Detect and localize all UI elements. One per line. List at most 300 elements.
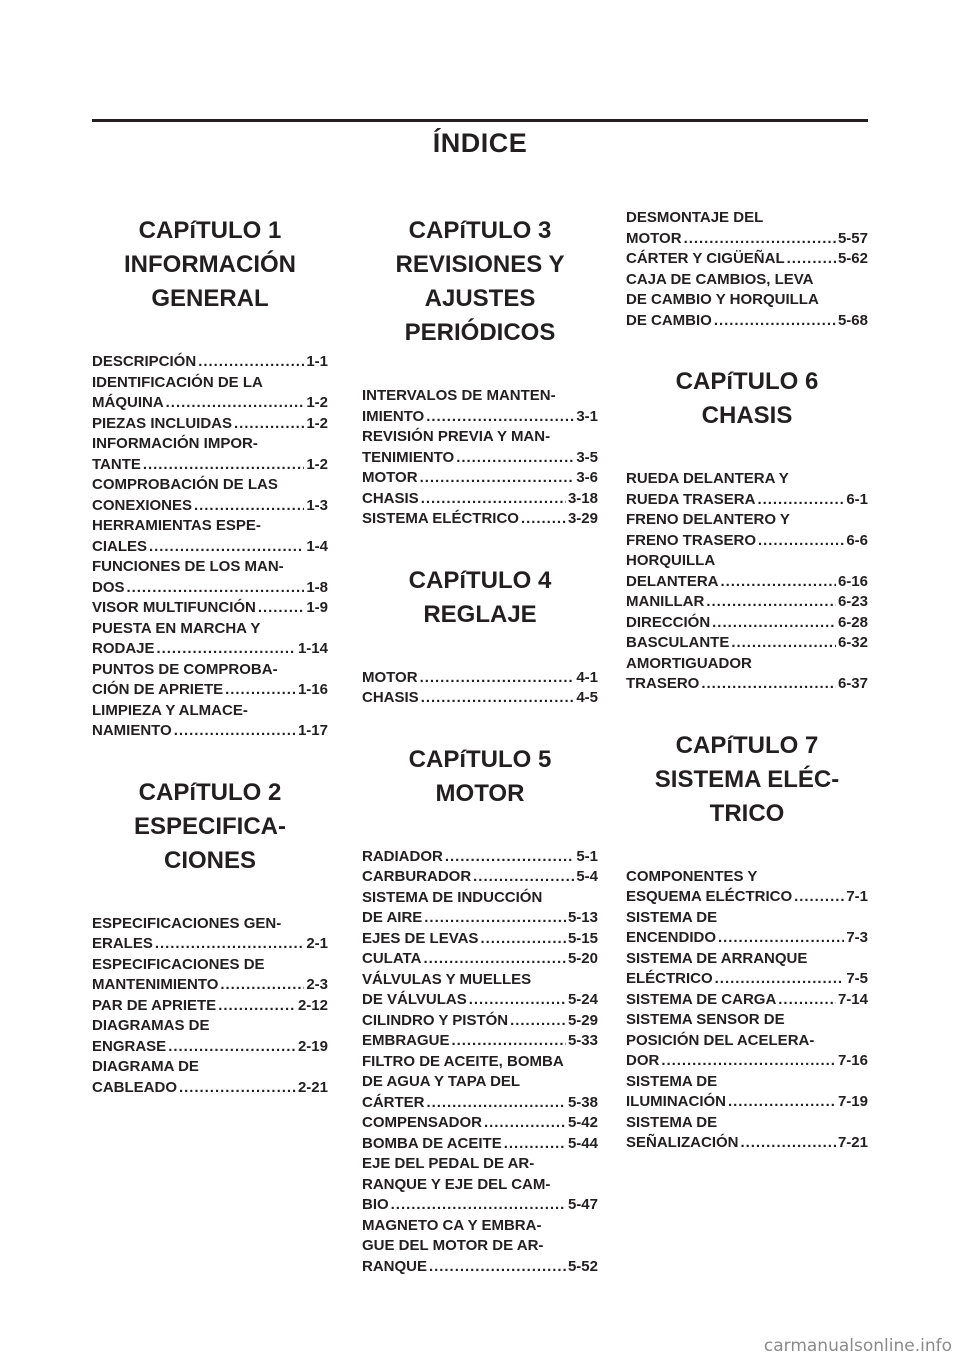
toc-entry-title: MANILLAR (626, 593, 705, 610)
toc-entry-leader-line (92, 578, 328, 599)
toc-entry-line: PUESTA EN MARCHA Y (92, 619, 261, 637)
toc-entry-leader-line (626, 1092, 868, 1113)
top-rule (92, 119, 868, 122)
toc-entry-line: SISTEMA SENSOR DE (626, 1011, 785, 1028)
toc-entry[interactable] (626, 1113, 868, 1154)
toc-entry-leader-line (92, 496, 328, 517)
toc-entry-line: GUE DEL MOTOR DE AR- (362, 1237, 544, 1254)
chapter-entries (92, 914, 328, 1099)
toc-entry-leader-line (362, 1134, 598, 1155)
dot-leader (469, 990, 566, 1011)
toc-entry-page: 5-62 (837, 250, 868, 267)
toc-entry-line: DIAGRAMAS DE (92, 1017, 210, 1034)
toc-entry-line: DE AGUA Y TAPA DEL (362, 1073, 521, 1090)
toc-column-3 (626, 208, 868, 1188)
toc-entry[interactable] (626, 990, 868, 1011)
toc-entry[interactable] (362, 949, 598, 970)
dot-leader (757, 490, 844, 511)
toc-entry-page: 6-16 (837, 572, 868, 590)
toc-entry-title: CONEXIONES (92, 496, 193, 514)
toc-entry-page: 1-17 (297, 722, 328, 739)
toc-entry-page: 1-1 (306, 353, 328, 370)
toc-entry[interactable] (362, 1134, 598, 1155)
toc-entry-page: 7-14 (837, 990, 868, 1008)
toc-entry[interactable] (362, 929, 598, 950)
toc-entry-leader-line (626, 531, 868, 552)
toc-entry[interactable] (626, 949, 868, 990)
toc-entry-title: COMPENSADOR (362, 1114, 483, 1131)
toc-entry-line: SISTEMA DE INDUCCIÓN (362, 888, 543, 906)
toc-entry-page: 7-5 (846, 970, 868, 987)
dot-leader (718, 928, 844, 949)
chapter-title-line: CAPíTULO 5 (408, 745, 552, 773)
toc-entry-line: SISTEMA DE (626, 1072, 718, 1090)
toc-entry-line: HERRAMIENTAS ESPE- (92, 517, 261, 534)
toc-entry-leader-line (92, 996, 328, 1017)
toc-entry-title: EJES DE LEVAS (362, 929, 479, 947)
toc-entry[interactable] (92, 619, 328, 660)
dot-leader (778, 990, 836, 1011)
dot-leader (473, 867, 574, 888)
toc-entry-page: 4-5 (576, 689, 598, 706)
toc-entry-title: RODAJE (92, 640, 155, 657)
dot-leader (787, 249, 836, 270)
dot-leader (391, 1195, 566, 1216)
dot-leader (521, 509, 566, 530)
toc-entry-leader-line (92, 639, 328, 660)
toc-entry-title: DOR (626, 1052, 660, 1069)
chapter-title-line: AJUSTES (424, 285, 536, 312)
toc-entry[interactable] (362, 1052, 598, 1114)
toc-entry-page: 3-5 (576, 448, 598, 466)
chapter-title-line: GENERAL (151, 285, 269, 312)
toc-entry-leader-line (626, 592, 868, 613)
chapter-title-line: TRICO (709, 799, 785, 827)
dot-leader (445, 847, 574, 868)
toc-entry-title: BOMBA DE ACEITE (362, 1134, 502, 1152)
toc-entry-leader-line (626, 1051, 868, 1072)
toc-entry[interactable] (92, 352, 328, 373)
dot-leader (143, 455, 304, 476)
toc-entry-page: 6-1 (846, 490, 868, 508)
toc-entry[interactable] (362, 847, 598, 868)
toc-entry-line: ESPECIFICACIONES DE (92, 955, 265, 973)
toc-entry-page: 5-24 (567, 991, 598, 1008)
toc-entry-leader-line (362, 407, 598, 428)
toc-entry[interactable] (362, 468, 598, 489)
toc-entry-page: 6-37 (837, 675, 868, 692)
dot-leader (127, 578, 305, 599)
toc-entry-leader-line (626, 990, 868, 1011)
chapter-title-line: CAPíTULO 4 (408, 566, 552, 594)
toc-entry-page: 2-1 (306, 935, 328, 952)
toc-entry[interactable] (362, 888, 598, 929)
dot-leader (258, 598, 304, 619)
toc-entry-title: SEÑALIZACIÓN (626, 1134, 739, 1151)
toc-entry-page: 5-33 (567, 1032, 598, 1049)
toc-entry-leader-line (362, 1031, 598, 1052)
chapter-title (626, 365, 868, 433)
chapter-entries (362, 847, 598, 1278)
toc-entry-line: PUNTOS DE COMPROBA- (92, 660, 278, 678)
toc-entry-title: ELÉCTRICO (626, 970, 713, 987)
toc-entry-title: ESQUEMA ELÉCTRICO (626, 888, 793, 905)
toc-entry-leader-line (362, 688, 598, 709)
toc-entry-leader-line (626, 928, 868, 949)
toc-entry-line: SISTEMA DE ARRANQUE (626, 949, 808, 967)
toc-entry-title: CHASIS (362, 489, 419, 507)
toc-entry[interactable] (626, 633, 868, 654)
toc-entry-page: 5-13 (567, 909, 598, 926)
chapter-title-line: ESPECIFICA- (133, 812, 286, 840)
toc-entry-title: DE AIRE (362, 909, 423, 926)
toc-entry-line: HORQUILLA (626, 552, 716, 569)
toc-entry[interactable] (92, 1057, 328, 1098)
toc-entry-title: TRASERO (626, 675, 700, 692)
toc-entry-page: 7-3 (846, 929, 868, 946)
toc-entry-leader-line (92, 598, 328, 619)
toc-entry[interactable] (362, 1216, 598, 1278)
toc-entry-title: MOTOR (362, 469, 418, 486)
toc-entry[interactable] (626, 592, 868, 613)
toc-entry-page: 5-47 (567, 1196, 598, 1213)
toc-entry-page: 3-1 (576, 407, 598, 425)
toc-entry-line: RANQUE Y EJE DEL CAM- (362, 1175, 551, 1193)
toc-entry-leader-line (92, 680, 328, 701)
toc-entry[interactable] (626, 270, 868, 332)
toc-entry-leader-line (362, 468, 598, 489)
toc-entry-line: INFORMACIÓN IMPOR- (92, 435, 258, 452)
chapter-entries (362, 386, 598, 530)
toc-entry[interactable] (362, 1154, 598, 1216)
dot-leader (420, 468, 575, 489)
toc-entry-title: BASCULANTE (626, 634, 730, 651)
chapter-title-line: MOTOR (435, 779, 525, 807)
toc-entry-page: 6-6 (846, 531, 868, 549)
dot-leader (234, 414, 304, 435)
toc-entry-leader-line (626, 674, 868, 695)
chapter-title (362, 743, 598, 811)
toc-entry-page: 5-44 (567, 1134, 598, 1152)
toc-entry[interactable] (362, 427, 598, 468)
toc-entry-leader-line (626, 249, 868, 270)
toc-entry-title: TANTE (92, 455, 141, 473)
toc-entry-page: 5-1 (576, 847, 598, 865)
chapter-title-line: INFORMACIÓN (124, 251, 296, 278)
chapter-entries (92, 352, 328, 742)
toc-entry-title: DIRECCIÓN (626, 613, 711, 631)
toc-entry-leader-line (92, 934, 328, 955)
toc-entry[interactable] (626, 613, 868, 634)
toc-entry-title: ENCENDIDO (626, 929, 717, 946)
toc-entry-page: 1-16 (297, 681, 328, 698)
toc-entry-leader-line (362, 1113, 598, 1134)
toc-entry-title: IMIENTO (362, 407, 425, 425)
watermark: carmanualsonline.info (763, 1336, 952, 1356)
toc-entry-title: CIALES (92, 537, 148, 555)
toc-entry[interactable] (362, 1011, 598, 1032)
toc-entry[interactable] (92, 914, 328, 955)
dot-leader (456, 448, 574, 469)
toc-entry-leader-line (626, 572, 868, 593)
chapter-title-line: REGLAJE (423, 600, 537, 628)
toc-entry-line: MAGNETO CA Y EMBRA- (362, 1216, 542, 1234)
toc-entry-title: CULATA (362, 950, 422, 967)
toc-entry-title: ENGRASE (92, 1037, 167, 1055)
toc-entry-page: 2-12 (297, 996, 328, 1014)
dot-leader (684, 229, 836, 250)
toc-entry[interactable] (92, 660, 328, 701)
toc-entry-title: PIEZAS INCLUIDAS (92, 414, 233, 432)
toc-entry[interactable] (626, 208, 868, 249)
toc-entry-title: RADIADOR (362, 847, 443, 865)
toc-entry-title: DE VÁLVULAS (362, 991, 467, 1008)
toc-entry[interactable] (626, 908, 868, 949)
toc-entry-title: FRENO TRASERO (626, 531, 757, 549)
toc-entry-line: AMORTIGUADOR (626, 654, 752, 672)
chapter-title (362, 214, 598, 350)
chapter-entries (626, 867, 868, 1154)
dot-leader (794, 887, 844, 908)
dot-leader (452, 1031, 566, 1052)
toc-entry-line: CAJA DE CAMBIOS, LEVA (626, 270, 814, 288)
toc-entry-page: 7-1 (846, 888, 868, 905)
toc-entry-title: CÁRTER Y CIGÜEÑAL (626, 250, 785, 267)
toc-entry-leader-line (92, 975, 328, 996)
toc-entry-title: MOTOR (626, 229, 682, 247)
dot-leader (194, 496, 304, 517)
toc-entry-leader-line (362, 668, 598, 689)
dot-leader (198, 352, 304, 373)
toc-entry-title: MÁQUINA (92, 394, 164, 411)
dot-leader (427, 1093, 566, 1114)
toc-entry[interactable] (362, 386, 598, 427)
toc-entry-line: IDENTIFICACIÓN DE LA (92, 373, 263, 391)
toc-entry-page: 1-4 (306, 537, 328, 555)
chapter-entries (362, 668, 598, 709)
dot-leader (728, 1092, 836, 1113)
toc-entry-leader-line (92, 537, 328, 558)
dot-leader (701, 674, 836, 695)
toc-entry[interactable] (626, 510, 868, 551)
toc-entry[interactable] (362, 1113, 598, 1134)
toc-entry-title: CILINDRO Y PISTÓN (362, 1011, 509, 1029)
toc-entry-leader-line (362, 990, 598, 1011)
toc-entry[interactable] (362, 688, 598, 709)
dot-leader (423, 949, 566, 970)
dot-leader (420, 668, 575, 689)
toc-entry[interactable] (626, 1010, 868, 1072)
toc-entry-leader-line (362, 1093, 598, 1114)
dot-leader (706, 592, 836, 613)
toc-entry[interactable] (626, 469, 868, 510)
toc-entry-title: SISTEMA ELÉCTRICO (362, 510, 519, 527)
toc-entry-leader-line (92, 1078, 328, 1099)
toc-entry-title: MOTOR (362, 668, 418, 686)
dot-leader (155, 934, 304, 955)
dot-leader (731, 633, 836, 654)
toc-entry[interactable] (362, 668, 598, 689)
toc-entry-line: FUNCIONES DE LOS MAN- (92, 558, 284, 575)
toc-entry-page: 5-15 (567, 929, 598, 947)
toc-entry-title: CABLEADO (92, 1078, 177, 1096)
dot-leader (758, 531, 844, 552)
dot-leader (715, 969, 845, 990)
toc-entry[interactable] (362, 867, 598, 888)
toc-entry-title: NAMIENTO (92, 722, 172, 739)
dot-leader (168, 1037, 296, 1058)
toc-entry-title: ERALES (92, 935, 153, 952)
dot-leader (504, 1134, 566, 1155)
toc-entry-title: MANTENIMIENTO (92, 976, 219, 993)
toc-entry-leader-line (92, 352, 328, 373)
toc-entry-page: 5-42 (567, 1114, 598, 1131)
toc-entry-line: COMPONENTES Y (626, 867, 758, 885)
toc-entry-title: ILUMINACIÓN (626, 1093, 726, 1110)
toc-entry-leader-line (626, 490, 868, 511)
toc-entry-title: CARBURADOR (362, 868, 472, 885)
toc-entry-title: CHASIS (362, 689, 419, 706)
toc-entry-leader-line (626, 1133, 868, 1154)
dot-leader (421, 489, 566, 510)
toc-entry-leader-line (626, 887, 868, 908)
dot-leader (174, 721, 296, 742)
dot-leader (424, 908, 566, 929)
toc-entry-leader-line (92, 393, 328, 414)
chapter-title-line: SISTEMA ELÉC- (654, 765, 840, 793)
dot-leader (179, 1078, 296, 1099)
toc-entry[interactable] (92, 996, 328, 1017)
chapter-title-line: CAPíTULO 2 (138, 778, 282, 806)
toc-entry-line: RUEDA DELANTERA Y (626, 470, 789, 487)
dot-leader (484, 1113, 566, 1134)
toc-entry-title: BIO (362, 1196, 389, 1213)
toc-entry-line: EJE DEL PEDAL DE AR- (362, 1155, 535, 1172)
dot-leader (166, 393, 305, 414)
toc-entry-line: POSICIÓN DEL ACELERA- (626, 1031, 815, 1049)
toc-entry-line: DIAGRAMA DE (92, 1058, 199, 1075)
chapter-title (92, 214, 328, 316)
toc-entry[interactable] (92, 434, 328, 475)
toc-entry-leader-line (362, 847, 598, 868)
toc-entry[interactable] (92, 701, 328, 742)
toc-entry-title: TENIMIENTO (362, 448, 455, 466)
chapter-entries (626, 469, 868, 695)
dot-leader (426, 407, 574, 428)
toc-entry[interactable] (362, 1031, 598, 1052)
toc-entry[interactable] (92, 373, 328, 414)
toc-entry-leader-line (362, 867, 598, 888)
toc-entry[interactable] (626, 551, 868, 592)
toc-entry-line: FILTRO DE ACEITE, BOMBA (362, 1052, 564, 1070)
toc-entry[interactable] (92, 516, 328, 557)
toc-entry-line: COMPROBACIÓN DE LAS (92, 476, 278, 493)
toc-entry[interactable] (626, 867, 868, 908)
toc-entry-title: DELANTERA (626, 572, 719, 590)
toc-entry-page: 3-29 (567, 510, 598, 527)
toc-column-1 (92, 208, 328, 1132)
toc-entry-page: 5-68 (837, 311, 868, 329)
toc-entry-title: VISOR MULTIFUNCIÓN (92, 599, 256, 616)
chapter-title-line: CIONES (163, 846, 256, 874)
toc-entry-leader-line (626, 229, 868, 250)
dot-leader (225, 680, 296, 701)
toc-entry[interactable] (626, 654, 868, 695)
toc-entry-leader-line (92, 414, 328, 435)
toc-entry-title: CIÓN DE APRIETE (92, 681, 224, 698)
toc-entry[interactable] (92, 557, 328, 598)
toc-entry[interactable] (92, 598, 328, 619)
toc-entry[interactable] (626, 249, 868, 270)
toc-entry-page: 4-1 (576, 668, 598, 686)
toc-entry-page: 1-2 (306, 394, 328, 411)
toc-entry-page: 6-23 (837, 593, 868, 610)
dot-leader (712, 613, 836, 634)
dot-leader (220, 975, 304, 996)
toc-entry-page: 6-28 (837, 613, 868, 631)
toc-entry-line: FRENO DELANTERO Y (626, 511, 790, 528)
chapter-title-line: CAPíTULO 6 (675, 368, 819, 395)
dot-leader (421, 688, 575, 709)
toc-entry-line: INTERVALOS DE MANTEN- (362, 387, 556, 404)
toc-entry-page: 5-52 (567, 1257, 598, 1275)
chapter-title-line: CAPíTULO 1 (138, 217, 282, 244)
toc-entry-page: 7-21 (837, 1134, 868, 1151)
toc-entry[interactable] (362, 509, 598, 530)
dot-leader (218, 996, 296, 1017)
toc-entry-page: 7-19 (837, 1093, 868, 1110)
toc-entry-page: 3-18 (567, 489, 598, 507)
chapter-title-line: CAPíTULO 7 (675, 731, 819, 759)
toc-entry-page: 7-16 (837, 1052, 868, 1069)
toc-entry[interactable] (362, 970, 598, 1011)
toc-entry[interactable] (626, 1072, 868, 1113)
dot-leader (480, 929, 566, 950)
toc-entry-leader-line (362, 509, 598, 530)
toc-entry-page: 3-6 (576, 469, 598, 486)
toc-entry-leader-line (362, 908, 598, 929)
dot-leader (157, 639, 296, 660)
toc-entry-page: 5-38 (567, 1093, 598, 1111)
toc-entry-line: REVISIÓN PREVIA Y MAN- (362, 428, 551, 445)
toc-entry[interactable] (92, 1016, 328, 1057)
toc-entry-page: 2-19 (297, 1037, 328, 1055)
toc-entry-line: SISTEMA DE (626, 1113, 718, 1131)
toc-entry-leader-line (92, 721, 328, 742)
toc-entry[interactable] (92, 475, 328, 516)
toc-entry[interactable] (362, 489, 598, 510)
page-title: ÍNDICE (432, 128, 528, 158)
toc-entry-page: 5-57 (837, 229, 868, 247)
toc-entry-leader-line (92, 1037, 328, 1058)
dot-leader (741, 1133, 836, 1154)
toc-entry-page: 1-14 (297, 640, 328, 657)
chapter-title (92, 776, 328, 878)
toc-entry[interactable] (92, 414, 328, 435)
toc-entry-page: 5-20 (567, 950, 598, 967)
toc-entry-title: RUEDA TRASERA (626, 490, 756, 508)
dot-leader (661, 1051, 836, 1072)
toc-entry-leader-line (362, 448, 598, 469)
toc-entry-title: CÁRTER (362, 1093, 425, 1111)
chapter-title (362, 564, 598, 632)
toc-entry[interactable] (92, 955, 328, 996)
toc-column-2 (362, 208, 598, 1311)
dot-leader (714, 311, 836, 332)
toc-entry-page: 1-9 (306, 599, 328, 616)
toc-entry-leader-line (626, 613, 868, 634)
toc-entry-leader-line (362, 1011, 598, 1032)
